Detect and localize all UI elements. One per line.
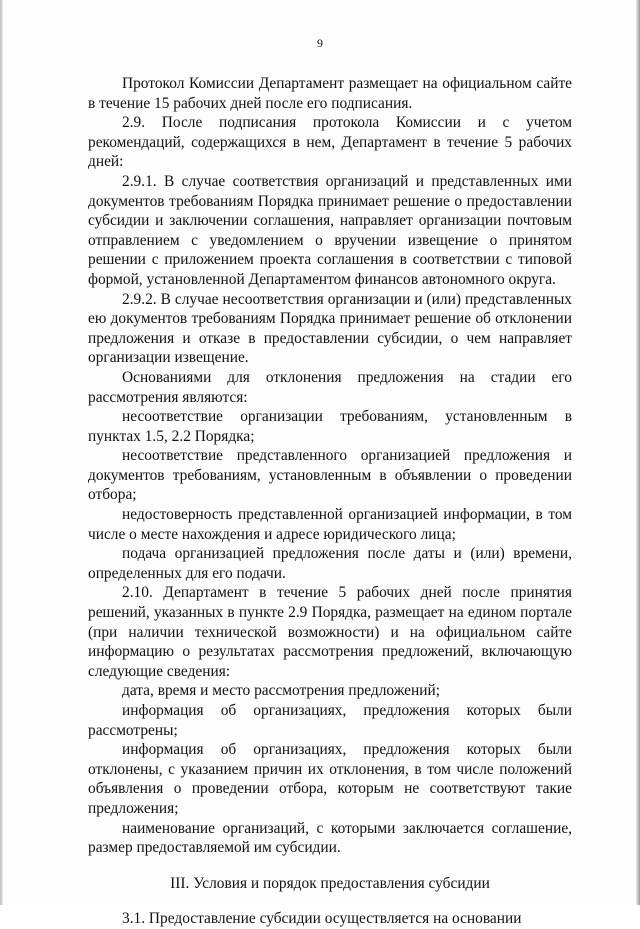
paragraph-protocol-publication: Протокол Комиссии Департамент размещает на официальном сайте в течение 15 рабочих дней после его подписания.: [88, 75, 572, 112]
section-heading: III. Условия и порядок предоставления субсидии: [170, 874, 490, 892]
paragraph-2-9-2: 2.9.2. В случае несоответствия организации и (или) представленных ею документов требованиям Порядка принимает решение об отклонении предложения и отказе в предоставлении субсидии, о чем направляет организации извещение.: [88, 290, 572, 367]
list-item-ground-3: недостоверность представленной организацией информации, в том числе о месте нахождения и адресе юридического лица;: [88, 506, 572, 543]
paragraph-2-9-1: 2.9.1. В случае соответствия организаций и представленных ими документов требованиям Порядка принимает решение о предоставлении субсидии и заключении соглашения, направляет организации почтовым отправлением с уведомлением о вручении извещение о принятом решении с приложением проекта соглашения в соответствии с типовой формой, установленной Департаментом финансов автономного округа.: [88, 172, 572, 288]
list-item-ground-4: подача организацией предложения после даты и (или) времени, определенных для его подачи.: [88, 545, 572, 582]
paragraph-2-9: 2.9. После подписания протокола Комиссии и с учетом рекомендаций, содержащихся в нем, Департамент в течение 5 рабочих дней:: [88, 114, 572, 171]
list-item-info-3: информация об организациях, предложения которых были отклонены, с указанием причин их отклонения, в том числе положений объявления о проведении отбора, которым не соответствуют такие предложения;: [88, 741, 572, 817]
paragraph-rejection-grounds: Основаниями для отклонения предложения на стадии его рассмотрения являются:: [88, 368, 572, 406]
list-item-ground-1: несоответствие организации требованиям, установленным в пунктах 1.5, 2.2 Порядка;: [88, 408, 572, 445]
scan-edge-right: [636, 0, 640, 905]
list-item-ground-2: несоответствие представленного организацией предложения и документов требованиям, установленным в объявлении о проведении отбора;: [88, 447, 572, 504]
list-item-info-4: наименование организаций, с которыми заключается соглашение, размер предоставляемой им субсидии.: [88, 819, 572, 857]
list-item-info-1: дата, время и место рассмотрения предложений;: [122, 682, 440, 700]
list-item-info-2: информация об организациях, предложения которых были рассмотрены;: [88, 702, 572, 739]
page-number: 9: [317, 36, 323, 50]
scan-edge-left: [0, 0, 3, 905]
paragraph-2-10: 2.10. Департамент в течение 5 рабочих дней после принятия решений, указанных в пункте 2.9 Порядка, размещает на едином портале (при наличии технической возможности) и на официальном сайте информацию о результатах рассмотрения предложений, включающую следующие сведения:: [88, 584, 572, 680]
document-body: [88, 74, 572, 929]
paragraph-3-1: 3.1. Предоставление субсидии осуществляется на основании: [122, 910, 522, 928]
